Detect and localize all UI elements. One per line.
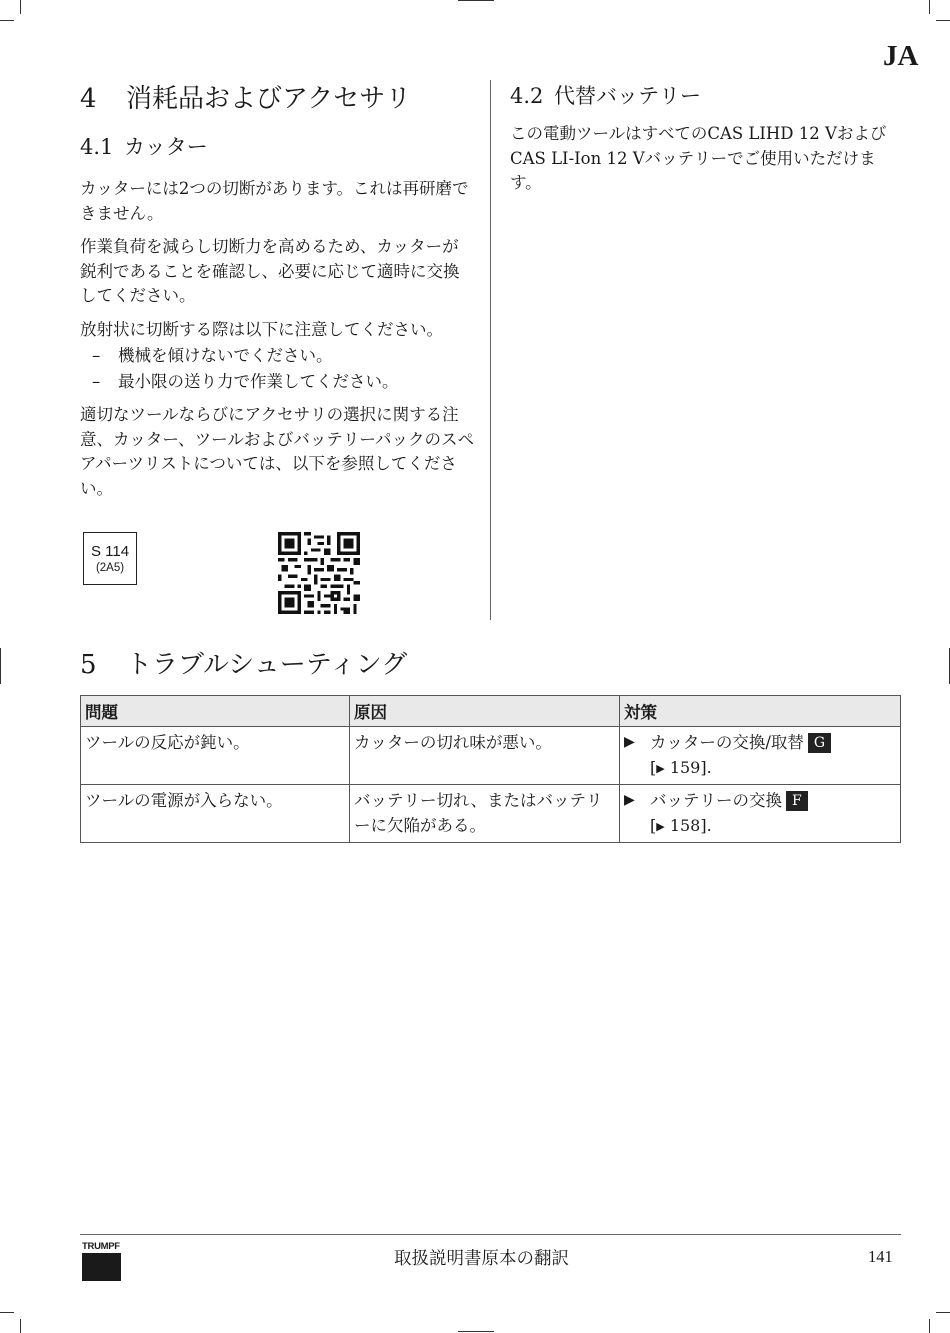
footer-rule	[80, 1234, 901, 1235]
list-item	[80, 369, 475, 395]
qr-code-icon	[278, 532, 360, 614]
crop-mark	[0, 1312, 14, 1313]
section-title: トラブルシューティング	[126, 650, 408, 680]
logo-text: TRUMPF	[82, 1241, 120, 1252]
logo-block	[82, 1253, 121, 1281]
reference-code: S 114	[90, 543, 130, 560]
paragraph: この電動ツールはすべてのCAS LIHD 12 VおよびCAS LI-Ion 12 Vバッテリーでご使用いただけます。	[510, 124, 887, 192]
crop-mark	[936, 20, 950, 21]
list-item	[80, 343, 475, 369]
action-cell	[620, 785, 901, 843]
section-number: 5	[80, 650, 97, 680]
cause-cell: カッターの切れ味が悪い。	[350, 727, 620, 785]
section-number: 4	[80, 84, 97, 114]
right-column	[510, 80, 900, 196]
figure-key-badge: F	[786, 791, 808, 811]
cause-cell: バッテリー切れ、またはバッテリーに欠陥がある。	[350, 785, 620, 843]
arrow-right-icon: ▶	[656, 820, 665, 833]
problem-cell: ツールの電源が入らない。	[81, 785, 350, 843]
page-reference-text: 158].	[669, 816, 712, 835]
page-reference-link[interactable]: [▶ 158].	[650, 816, 712, 835]
paragraph: 放射状に切断する際は以下に注意してください。	[80, 319, 443, 339]
problem-cell: ツールの反応が鈍い。	[81, 727, 350, 785]
column-header: 対策	[620, 696, 901, 727]
left-column	[80, 80, 475, 501]
paragraph: 作業負荷を減らし切断力を高めるため、カッターが鋭利であることを確認し、必要に応じて適時に交換してください。	[80, 237, 460, 305]
crop-mark	[20, 1319, 21, 1333]
action-text: バッテリーの交換	[650, 791, 782, 810]
page-reference-text: 159].	[669, 758, 712, 777]
crop-mark	[20, 0, 21, 14]
section-title: 消耗品およびアクセサリ	[126, 84, 412, 114]
paragraph: 適切なツールならびにアクセサリの選択に関する注意、カッター、ツールおよびバッテリーパックのスペアパーツリストについては、以下を参照してください。	[80, 405, 475, 498]
crop-mark	[929, 0, 930, 14]
column-divider	[490, 80, 491, 620]
page-number: 141	[868, 1247, 893, 1266]
dash-bullet: –	[92, 372, 101, 391]
paragraph: カッターには2つの切断があります。これは再研磨できません。	[80, 179, 469, 223]
table-row	[81, 785, 901, 843]
page-reference-link[interactable]: [▶ 159].	[650, 758, 712, 777]
subsection-number: 4.1	[80, 135, 114, 159]
crop-mark	[929, 1319, 930, 1333]
column-header: 問題	[81, 696, 350, 727]
subsection-title: カッター	[124, 135, 208, 159]
crop-mark	[458, 1331, 494, 1332]
triangle-right-icon: ▶	[624, 734, 635, 750]
table-header-row	[81, 696, 901, 727]
section-5-heading	[80, 646, 407, 684]
crop-mark	[0, 648, 1, 684]
spare-parts-reference-box	[83, 532, 137, 585]
figure-key-badge: G	[808, 733, 831, 753]
trumpf-logo	[82, 1242, 122, 1281]
column-header: 原因	[350, 696, 620, 727]
footer-title: 取扱説明書原本の翻訳	[394, 1249, 569, 1269]
section-4-2-heading	[510, 80, 900, 112]
subsection-number: 4.2	[510, 84, 544, 108]
triangle-right-icon: ▶	[624, 792, 635, 808]
crop-mark	[0, 20, 14, 21]
arrow-right-icon: ▶	[656, 762, 665, 775]
action-text: カッターの交換/取替	[650, 733, 804, 752]
dash-bullet: –	[92, 346, 101, 365]
crop-mark	[936, 1312, 950, 1313]
reference-subcode: (2A5)	[95, 562, 125, 574]
crop-mark	[458, 0, 494, 1]
language-tag: JA	[883, 40, 919, 72]
list-item-text: 最小限の送り力で作業してください。	[118, 372, 399, 391]
subsection-title: 代替バッテリー	[554, 84, 701, 108]
section-4-heading	[80, 80, 475, 118]
table-row	[81, 727, 901, 785]
troubleshooting-table	[80, 695, 901, 843]
action-cell	[620, 727, 901, 785]
list-item-text: 機械を傾けないでください。	[118, 346, 333, 365]
section-4-1-heading	[80, 131, 475, 163]
